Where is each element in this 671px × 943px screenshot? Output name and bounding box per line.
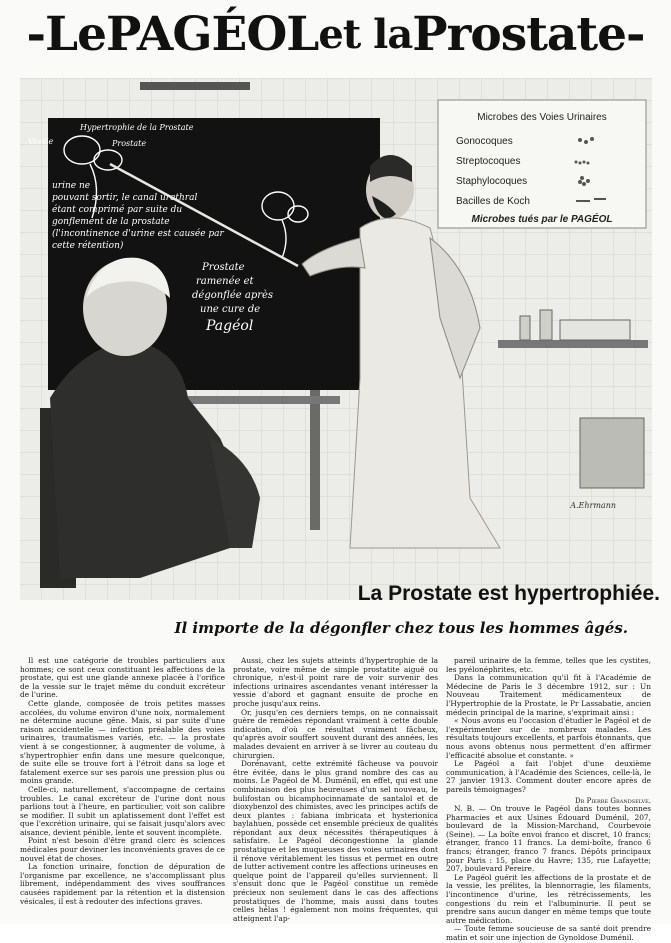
title-dash-left: - xyxy=(26,6,46,62)
paragraph: Cette glande, composée de trois petites masses accolées, du volume environ d'une noix, normalement ne détermine aucune gêne. Mais, si par suite d'une raison accidentelle — infection préalable des voies urinaires, traumatismes variés, etc. — la prostate vient à se congestionner, à augmenter de volume, à s'hypertrophier enfin dans une mesure quelconque, de suite elle se trouve fort à l'étroit dans sa loge et fatalement exerce sur ses parois une pression plus ou moins grande. xyxy=(20,698,225,786)
note: — Toute femme soucieuse de sa santé doit prendre matin et soir une injection de Gynoldose Duménil. xyxy=(446,924,651,942)
board-line: (l'incontinence d'urine est causée par xyxy=(52,229,224,239)
note: Le Pagéol guérit les affections de la prostate et de la vessie, les prélites, la blennorragie, les filaments, l'incontinence d'urine, les rétrécissements, les congestions du rein et l'albuminurie. Il peut se prendre sans aucun danger en même temps que toute autre médication. xyxy=(446,872,651,925)
board-right-line: dégonflée après xyxy=(192,290,274,301)
board-line: urine ne xyxy=(52,181,91,191)
title-dash-right: - xyxy=(625,6,645,62)
board-line: cette rétention) xyxy=(52,241,124,251)
board-line: étant comprimé par suite du xyxy=(52,205,183,215)
board-right-line: Pagéol xyxy=(206,318,254,334)
poster-footer: Microbes tués par le PAGÉOL xyxy=(471,214,613,225)
paragraph: Dorénavant, cette extrémité fâcheuse va pouvoir être évitée, dans le plus grand nombre des cas au moins. Le Pagéol de M. Duménil, en effet, qui est une combinaison des plus heureuses d'un sel nouveau, le bulifostan ou bicamphocinnamate de santalol et de dioxybenzol des chimistes, avec les principes actifs de deux plantes : fabiana imbricata et hysterionica baylahuen, possède cet ensemble précieux de qualités répondant aux deux nécessités thérapeutiques à satisfaire. Le Pagéol décongestionne la glande prostatique et les muqueuses des voies urinaires dont il rénove véritablement les tissus et permet en outre de lutter activement contre les affections urineuses en quelque point de l'appareil qu'elles surviennent. Il s'ensuit donc que le Pagéol constitue un remède précieux non seulement dans le cas des affections prostatiques de l'homme, mais aussi dans toutes celles hélas ! également non moins fréquentes, qui atteignent l'ap- xyxy=(233,759,438,923)
board-line: gonflement de la prostate xyxy=(52,217,170,227)
paragraph: « Nous avons eu l'occasion d'étudier le Pagéol et de l'expérimenter sur de nombreux malades. Les résultats toujours excellents, et parfois étonnants, que nous avons obtenus nous permettent d'en affirmer l'efficacité absolue et constante. » xyxy=(446,716,651,760)
board-heading: Hypertrophie de la Prostate xyxy=(80,123,194,132)
poster-item: Bacilles de Koch xyxy=(456,196,530,207)
article-column-1 xyxy=(20,657,225,919)
doctor-illustration xyxy=(20,78,652,600)
poster-item: Streptocoques xyxy=(456,156,521,167)
board-label-vessie: Vessie xyxy=(28,137,54,146)
paragraph: Le Pagéol a fait l'objet d'une deuxième communication, à l'Académie des Sciences, celle-là, le 27 janvier 1913. Comment douter encore après de pareils témoignages? xyxy=(446,759,651,794)
board-right-line: Prostate xyxy=(202,262,245,273)
author-signature: Dr Pierre Grandselve. xyxy=(575,796,651,805)
page-title xyxy=(0,0,671,68)
poster-title: Microbes des Voies Urinaires xyxy=(477,112,607,123)
board-right-line: une cure de xyxy=(200,304,261,315)
title-prostate: Prostate xyxy=(412,6,626,62)
article-column-2 xyxy=(233,656,438,923)
microbe-poster xyxy=(438,100,646,228)
board-right-line: ramenée et xyxy=(196,276,254,287)
artist-signature: A.Ehrmann xyxy=(570,501,616,510)
subheadline: Il importe de la dégonfler chez tous les hommes âgés. xyxy=(174,619,628,637)
note: N. B. — On trouve le Pagéol dans toutes bonnes Pharmacies et aux Usines Édouard Duménil, 207, boulevard de la Mission-Marchand, Courbevoie (Seine). — La boîte envoi franco et discret, 10 francs; étranger, franco 11 francs. La demi-boîte, franco 6 francs; étranger, franco 7 francs. Dépôts principaux pour Paris : 15, place du Havre; 135, rue Lafayette; 207, boulevard Pereire. xyxy=(446,804,651,874)
article-column-3 xyxy=(446,656,651,942)
title-le: Le xyxy=(45,6,106,62)
title-et-la: et la xyxy=(318,10,413,58)
title-pageol: PAGÉOL xyxy=(105,6,319,62)
board-label-prostate: Prostate xyxy=(112,139,147,148)
poster-item: Gonocoques xyxy=(456,136,513,147)
poster-item: Staphylocoques xyxy=(456,176,528,187)
chart-rod xyxy=(140,82,250,90)
paragraph: pareil urinaire de la femme, telles que les cystites, les pyélonéphrites, etc. xyxy=(446,656,651,674)
paragraph: Point n'est besoin d'être grand clerc ès sciences médicales pour deviner les inconvénients graves de ce nouvel état de choses. xyxy=(20,836,225,863)
paragraph: Celle-ci, naturellement, s'accompagne de certains troubles. Le canal excréteur de l'urine dont nous parlions tout à l'heure, en particulier, voit son calibre se modifier. Il subit un aplatissement dont l'effet est que l'excrétion urinaire, qui se faisait jusqu'alors avec aisance, devient pénible, lente et souvent incomplète. xyxy=(20,784,225,837)
board-leg-right xyxy=(310,390,320,530)
paragraph: Il est une catégorie de troubles particuliers aux hommes; ce sont ceux constituant les affections de la prostate, qui est une glande annexe placée à l'orifice de la vessie sur le trajet même du conduit excréteur de l'urine. xyxy=(20,656,225,700)
paragraph: Aussi, chez les sujets atteints d'hypertrophie de la prostate, voire même de simple prostatite aiguë ou chronique, n'est-il point rare de voir survenir des infections urinaires ascendantes venant intéresser la vessie d'abord et gagnant ensuite de proche en proche jusqu'aux reins. xyxy=(233,656,438,708)
board-line: pouvant sortir, le canal urethral xyxy=(52,193,198,203)
paragraph: Dans la communication qu'il fit à l'Académie de Médecine de Paris le 3 décembre 1912, sur : Un Nouveau Traitement médicamenteux de l'Hypertrophie de la Prostate, le Pr Lassabatie, ancien médecin principal de la marine, s'exprimait ainsi : xyxy=(446,673,651,717)
headline: La Prostate est hypertrophiée. xyxy=(357,582,660,605)
paragraph: La fonction urinaire, fonction de dépuration de l'organisme par excellence, ne s'accomplissant plus librement, indépendamment des vives souffrances causées rapidement par la rétention et la distension vésicales, il est à redouter des infections graves. xyxy=(20,862,225,906)
paragraph: Or, jusqu'en ces derniers temps, on ne connaissait guère de remèdes répondant vraiment à cette double indication, d'où ce résultat vraiment fâcheux, qu'après avoir souffert souvent durant des années, les malades devaient en arriver à se livrer au couteau du chirurgien. xyxy=(233,707,438,760)
